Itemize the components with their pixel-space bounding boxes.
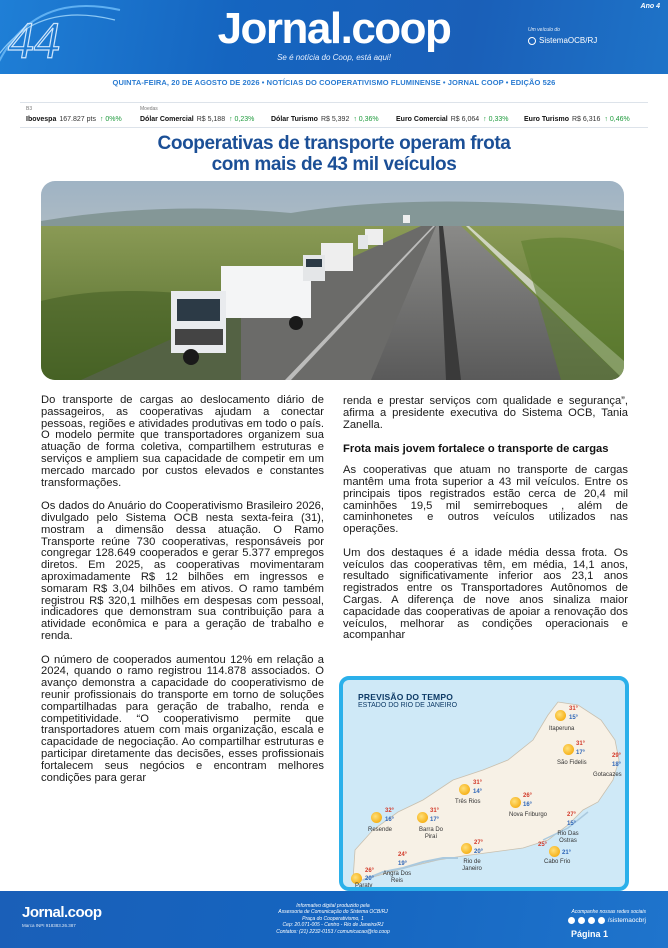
paragraph: Um dos destaques é a idade média dessa frota. Os veículos das cooperativas têm, em média, 14,1 anos, resultado significativamente inferior aos 23,1 anos registrados entre os Transportadores Autônomos de Cargas. A diferença de nove anos sinaliza maior capacidade das cooperativas de apoiar a renovação dos veículos, melhorar as condições operacionais e acompanhar — [343, 546, 628, 642]
footer-info-line: Praça do Cooperativismo, 1 — [302, 915, 364, 922]
city-sao-fidelis: São Fidelis — [557, 760, 587, 766]
ticker-euro-comercial — [396, 116, 508, 123]
footer-logo: Jornal.coop — [22, 904, 102, 921]
temp-min: 17° — [576, 750, 586, 756]
city-angra-dos-reis: Angra Dos Reis — [382, 871, 412, 884]
city-rio-de-janeiro: Rio de Janeiro — [462, 859, 482, 872]
temp-max: 31° — [569, 706, 579, 712]
ticker-name: Euro Turismo — [524, 116, 569, 123]
sun-icon — [461, 843, 472, 854]
footer-info-line: Cep: 20.071-005 - Centro - Rio de Janeiro/RJ — [282, 922, 384, 929]
ticker-dolar-turismo — [271, 116, 379, 123]
sun-icon — [417, 812, 428, 823]
moedas-label: Moedas — [140, 106, 158, 112]
city-rio-das-ostras: Rio Das Ostras — [557, 831, 579, 844]
paragraph: Os dados do Anuário do Cooperativismo Brasileiro 2026, divulgado pelo Sistema OCB nesta sexta-feira (31), mostram a dimensão dessa atuação. O Ramo Transporte reúne 730 cooperativas, responsáveis por congregar 128.649 cooperados e gerar 5.377 empregos diretos. Em 2025, as cooperativas movimentaram aproximadamente R$ 12 bilhões em ingressos e somaram R$ 3,04 bilhões em ativos. O ramo também registrou R$ 320,1 milhões em despesas com pessoal, indicadores que demonstram sua contribuição para a atividade econômica e para a geração de trabalho e renda. — [41, 500, 324, 642]
city-cabo-frio: Cabo Frio — [544, 859, 571, 865]
footer — [0, 891, 668, 948]
article-column-1 — [41, 395, 324, 796]
weather-subtitle: ESTADO DO RIO DE JANEIRO — [358, 702, 458, 709]
title-line-1: Cooperativas de transporte operam frota — [157, 133, 511, 154]
linkedin-icon[interactable] — [588, 917, 595, 924]
temp-max: 24° — [398, 852, 408, 858]
ocb-mark-icon — [528, 37, 536, 45]
temp-min: 20° — [474, 849, 484, 855]
tagline: Se é notícia do Coop, está aqui! — [277, 53, 391, 62]
temp-min: 18° — [612, 762, 622, 768]
ticker-name: Ibovespa — [26, 116, 57, 123]
ticker-change: ↑ 0,46% — [604, 116, 630, 123]
ticker-change: ↑ 0,23% — [229, 116, 255, 123]
weather-title: PREVISÃO DO TEMPO — [358, 692, 454, 702]
city-paraty: Paraty — [355, 883, 373, 889]
social-links — [568, 917, 646, 924]
temp-max: 26° — [365, 868, 375, 874]
youtube-icon[interactable] — [598, 917, 605, 924]
ocb-caption: Um veículo do — [528, 27, 560, 33]
ticker-name: Dólar Turismo — [271, 116, 318, 123]
temp-max: 26° — [523, 793, 533, 799]
footer-info — [258, 903, 408, 935]
ticker-value: R$ 6,316 — [571, 116, 601, 123]
temp-max: 27° — [567, 812, 577, 818]
temp-min: 16° — [523, 802, 533, 808]
facebook-icon[interactable] — [568, 917, 575, 924]
temp-max: 31° — [576, 741, 586, 747]
city-resende: Resende — [368, 827, 393, 833]
paragraph: As cooperativas que atuam no transporte de cargas mantêm uma frota superior a 43 mil veículos. Entre os principais tipos registrados estão cerca de 20,4 mil caminhões 19,5 mil semirreboques , além de caminhonetes e outros veículos utilizados nas operações. — [343, 464, 628, 536]
ticker-name: Euro Comercial — [396, 116, 448, 123]
social-handle[interactable]: /sistemaocbrj — [607, 917, 646, 924]
footer-trademark: Marca INPI 918383.26.387 — [22, 923, 76, 928]
city-itaperuna: Itaperuna — [549, 726, 575, 732]
dateline: QUINTA-FEIRA, 20 DE AGOSTO DE 2026 • NOTÍCIAS DO COOPERATIVISMO FLUMINENSE • JORNAL COOP • EDIÇÃO 526 — [112, 78, 556, 87]
temp-max: 25° — [538, 842, 548, 848]
ticker-dolar-comercial — [140, 116, 254, 123]
temp-max: 31° — [473, 780, 483, 786]
temp-min: 15° — [567, 821, 577, 827]
temp-min: 19° — [398, 861, 408, 867]
jornal-coop-logo: Jornal.coop — [217, 4, 451, 53]
temp-min: 15° — [569, 715, 579, 721]
weather-forecast-box — [339, 676, 629, 891]
footer-info-line: Assessoria de Comunicação do Sistema OCB/RJ — [278, 909, 388, 916]
paragraph: O número de cooperados aumentou 12% em relação a 2024, quando o ramo registrou 114.878 associados. O avanço demonstra a capacidade do cooperativismo de reunir profissionais do transporte em torno de soluções compartilhadas para geração de trabalho, renda e competitividade. “O cooperativismo permite que transportadores atuem com mais organização, escala e capacidade de negociação. Ao compartilhar estruturas e participar diretamente das decisões, esses profissionais fortalecem seus negócios e encontram melhores condições para gerar — [41, 653, 324, 784]
sun-icon — [555, 710, 566, 721]
temp-max: 27° — [474, 840, 484, 846]
ticker-change: ↑ 0,33% — [483, 116, 509, 123]
paragraph: renda e prestar serviços com qualidade e segurança”, afirma a presidente executiva do Sistema OCB, Tania Zanella. — [343, 395, 628, 431]
sun-icon — [549, 846, 560, 857]
temp-min: 14° — [473, 789, 483, 795]
city-nova-friburgo: Nova Friburgo — [509, 812, 548, 818]
ticker-change: ↑ 0%% — [99, 116, 122, 123]
ticker-value: R$ 6,064 — [450, 116, 480, 123]
ocb-brand — [528, 27, 597, 45]
ocb-logo-text: SistemaOCB/RJ — [539, 36, 598, 45]
page-number: Página 1 — [570, 929, 608, 939]
section-heading: Frota mais jovem fortalece o transporte de cargas — [343, 443, 609, 456]
temp-min: 21° — [562, 850, 572, 856]
article-column-2 — [343, 396, 628, 654]
temp-min: 20° — [365, 876, 375, 882]
ticker-ibovespa — [26, 116, 122, 123]
temp-min: 17° — [430, 817, 440, 823]
social-label: Acompanhe nossas redes sociais — [571, 909, 646, 915]
ocb-logo — [528, 36, 597, 45]
city-barra-do-pirai: Barra Do Piraí — [418, 827, 443, 840]
temp-max: 29° — [612, 753, 622, 759]
ticker-change: ↑ 0,36% — [353, 116, 379, 123]
ticker-value: 167.827 pts — [59, 116, 96, 123]
paragraph: Do transporte de cargas ao deslocamento diário de passageiros, as cooperativas ajudam a conectar pessoas, regiões e atividades produtivas em todo o país. O modelo permite que transportadores organizem sua atuação de forma coletiva, compartilhem estruturas e serviços e ampliem sua capacidade de competir em um mercado marcado por custos elevados e constantes transformações. — [41, 394, 324, 489]
footer-info-line: Contatos: (21) 2232-0153 / comunicacao@rio.coop — [276, 928, 390, 935]
masthead — [0, 0, 668, 74]
ticker-name: Dólar Comercial — [140, 116, 194, 123]
article-title — [60, 133, 608, 175]
market-ticker — [20, 102, 648, 128]
city-gotacazes: Gotacazes — [593, 772, 622, 778]
highway-trucks-photo — [41, 181, 624, 380]
sun-icon — [371, 812, 382, 823]
instagram-icon[interactable] — [578, 917, 585, 924]
ticker-value: R$ 5,188 — [196, 116, 226, 123]
sun-icon — [459, 784, 470, 795]
footer-info-line: Informativo digital produzido pela — [296, 903, 370, 909]
temp-max: 32° — [385, 808, 395, 814]
year-badge: Ano 4 — [640, 3, 660, 10]
city-tres-rios: Três Rios — [455, 799, 481, 805]
b3-label: B3 — [26, 106, 33, 112]
ticker-value: R$ 5,392 — [320, 116, 350, 123]
title-line-2: com mais de 43 mil veículos — [211, 154, 457, 175]
temp-min: 16° — [385, 817, 395, 823]
ticker-euro-turismo — [524, 116, 630, 123]
sun-icon — [510, 797, 521, 808]
sun-icon — [563, 744, 574, 755]
rio-map-icon — [343, 680, 625, 887]
svg-text:44: 44 — [8, 13, 60, 70]
temp-max: 31° — [430, 808, 440, 814]
